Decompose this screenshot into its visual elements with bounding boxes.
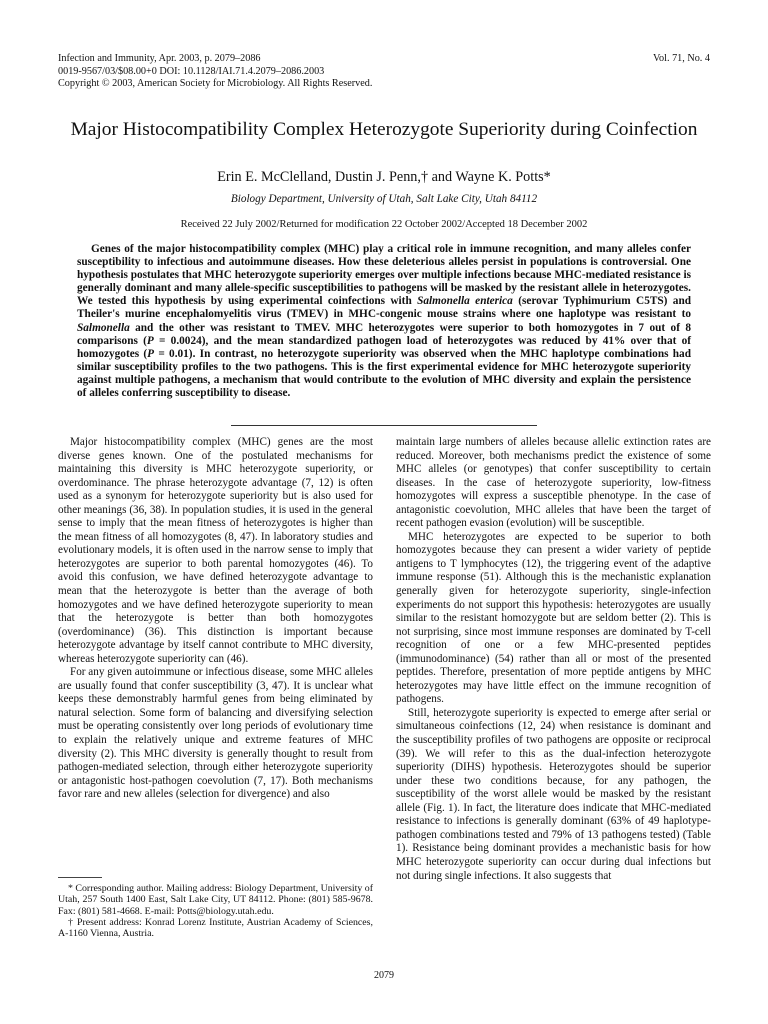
journal-name: Infection and Immunity [58,53,155,64]
journal-citation-line [58,53,372,66]
body-paragraph: Major histocompatibility complex (MHC) genes are the most diverse genes known. One of the postulated mechanisms for maintaining this diversity is MHC heterozygote superiority, or overdominance. The phrase heterozygote advantage (7, 12) is often used as a synonym for heterozygote superiority but is also used for other meanings (36, 38). In population studies, it is used in the general sense to imply that the mean fitness of heterozygotes is higher than the mean fitness of all homozygotes (8, 47). In laboratory studies and evolutionary models, it is often used in the narrow sense to imply that heterozygotes are superior to both parental homozygotes (46). To avoid this confusion, we have defined heterozygote advantage to mean that the heterozygote is better than the average of both homozygotes and we have defined heterozygote superiority to mean that the heterozygote is better than both homozygotes (overdominance) (36). This distinction is important because heterozygote advantage by itself cannot contribute to MHC diversity, whereas heterozygote superiority can (46). [58,436,373,665]
volume-info: Vol. 71, No. 4 [653,53,710,64]
footnotes [58,883,373,939]
author-list: Erin E. McClelland, Dustin J. Penn,† and Wayne K. Potts* [217,169,551,185]
abstract-text-4: = 0.0024), and the mean standardized pathogen load of heterozygotes was reduced by 41% over that of homozygotes ( [77,334,691,360]
abstract-italic-4: P [147,347,155,360]
abstract-text-1: Genes of the major histocompatibility complex (MHC) play a critical role in immune recognition, and many alleles confer susceptibility to infectious and autoimmune diseases. How these deleterious alleles persist in populations is controversial. One hypothesis postulates that MHC heterozygote superiority emerges over multiple infections because MHC-mediated resistance is generally dominant and many allele-specific susceptibilities to pathogens will be masked by the resistant allele in heterozygotes. We tested this hypothesis by using experimental coinfections with [77,243,691,308]
footnote-present-address: † Present address: Konrad Lorenz Institute, Austrian Academy of Sciences, A-1160 Vienna, Austria. [58,916,373,940]
body-paragraph: For any given autoimmune or infectious disease, some MHC alleles are usually found that confer susceptibility (3, 47). It is unclear what keeps these demonstrably harmful genes from being eliminated by natural selection. Some form of balancing and diversifying selection must be operating consistently over long periods of evolutionary time to explain the relatively unique and extreme features of MHC diversity (2). This MHC diversity is generally thought to result from pathogen-mediated selection, through either heterozygote superiority or antagonistic host-pathogen coevolution (7, 17). Both mechanisms favor rare and new alleles (selection for divergence) and also [58,666,373,801]
running-header [58,53,372,91]
abstract-text-3: and the other was resistant to TMEV. MHC heterozygotes were superior to both homozygotes in 7 out of 8 comparisons ( [77,321,691,347]
article-title: Major Histocompatibility Complex Heterozygote Superiority during Coinfection [70,119,698,140]
affiliation: Biology Department, University of Utah, Salt Lake City, Utah 84112 [230,193,538,205]
abstract-italic-1: Salmonella enterica [417,295,513,308]
footnote-divider [58,877,102,878]
doi-line: 0019-9567/03/$08.00+0 DOI: 10.1128/IAI.71.4.2079–2086.2003 [58,65,325,77]
abstract-text-2: (serovar Typhimurium C5TS) and Theiler's murine encephalomyelitis virus (TMEV) in MHC-congenic mouse strains where one haplotype was resistant to [77,295,692,321]
abstract-divider [231,425,537,426]
footnote-corresponding-author: * Corresponding author. Mailing address: Biology Department, University of Utah, 257 South 1400 East, Salt Lake City, UT 84112. Phone: (801) 585-9678. Fax: (801) 581-4668. E-mail: Potts@biology.utah.edu. [58,883,373,917]
left-column [58,436,373,802]
received-dates: Received 22 July 2002/Returned for modification 22 October 2002/Accepted 18 December 2002 [180,219,588,230]
abstract-italic-3: P [146,334,154,347]
abstract-text-5: = 0.01). In contrast, no heterozygote superiority was observed when the MHC haplotype combinations had similar susceptibility profiles to the two pathogens. This is the first experimental evidence for MHC heterozygote superiority against multiple pathogens, a mechanism that would contribute to the evolution of MHC diversity and explain the persistence of alleles conferring susceptibility to disease. [77,347,691,400]
abstract-italic-2: Salmonella [77,321,130,334]
copyright-line: Copyright © 2003, American Society for Microbiology. All Rights Reserved. [58,78,373,89]
body-paragraph: Still, heterozygote superiority is expected to emerge after serial or simultaneous coinfections (12, 24) when resistance is dominant and the susceptibility profiles of two pathogens are opposite or reciprocal (39). We will refer to this as the dual-infection heterozygote superiority (DIHS) hypothesis. Heterozygotes should be superior under these two conditions because, for any pathogen, the susceptibility of the worst allele would be masked by the resistant allele (Fig. 1). In fact, the literature does indicate that MHC-mediated resistance to infections is generally dominant (63% of 49 haplotype-pathogen combinations tested and 79% of 13 pathogens tested) (Table 1). Resistance being dominant provides a mechanistic basis for how MHC heterozygote superiority can occur during dual infections but not during single infections. It also suggests that [396,706,711,882]
abstract [77,243,691,400]
body-paragraph: maintain large numbers of alleles because allelic extinction rates are reduced. Moreover, both mechanisms predict the existence of some MHC alleles (or genotypes) that confer susceptibility to certain diseases. In the case of heterozygote superiority, low-fitness homozygotes will express a susceptible phenotype. In the case of antagonistic coevolution, MHC alleles that have been the target of recent pathogen evasion (evolution) will be susceptible. [396,436,711,530]
body-paragraph: MHC heterozygotes are expected to be superior to both homozygotes because they can present a wider variety of peptide antigens to T lymphocytes (12), the triggering event of the adaptive immune response (51). Although this is the mechanistic explanation generally given for heterozygote superiority, single-infection experiments do not support this hypothesis: heterozygotes are usually similar to the resistant homozygote but are seldom better (2). This is not surprising, since most immune responses are dominated by T-cell recognition of one or a few MHC-presented peptides (immunodominance) (54) rather than all or most of the presented peptides. Therefore, presentation of more peptide antigens by MHC heterozygotes may have little effect on the immune recognition of pathogens. [396,530,711,706]
page-number: 2079 [374,970,394,981]
issue-info: , Apr. 2003, p. 2079–2086 [154,53,261,64]
right-column [396,436,711,883]
